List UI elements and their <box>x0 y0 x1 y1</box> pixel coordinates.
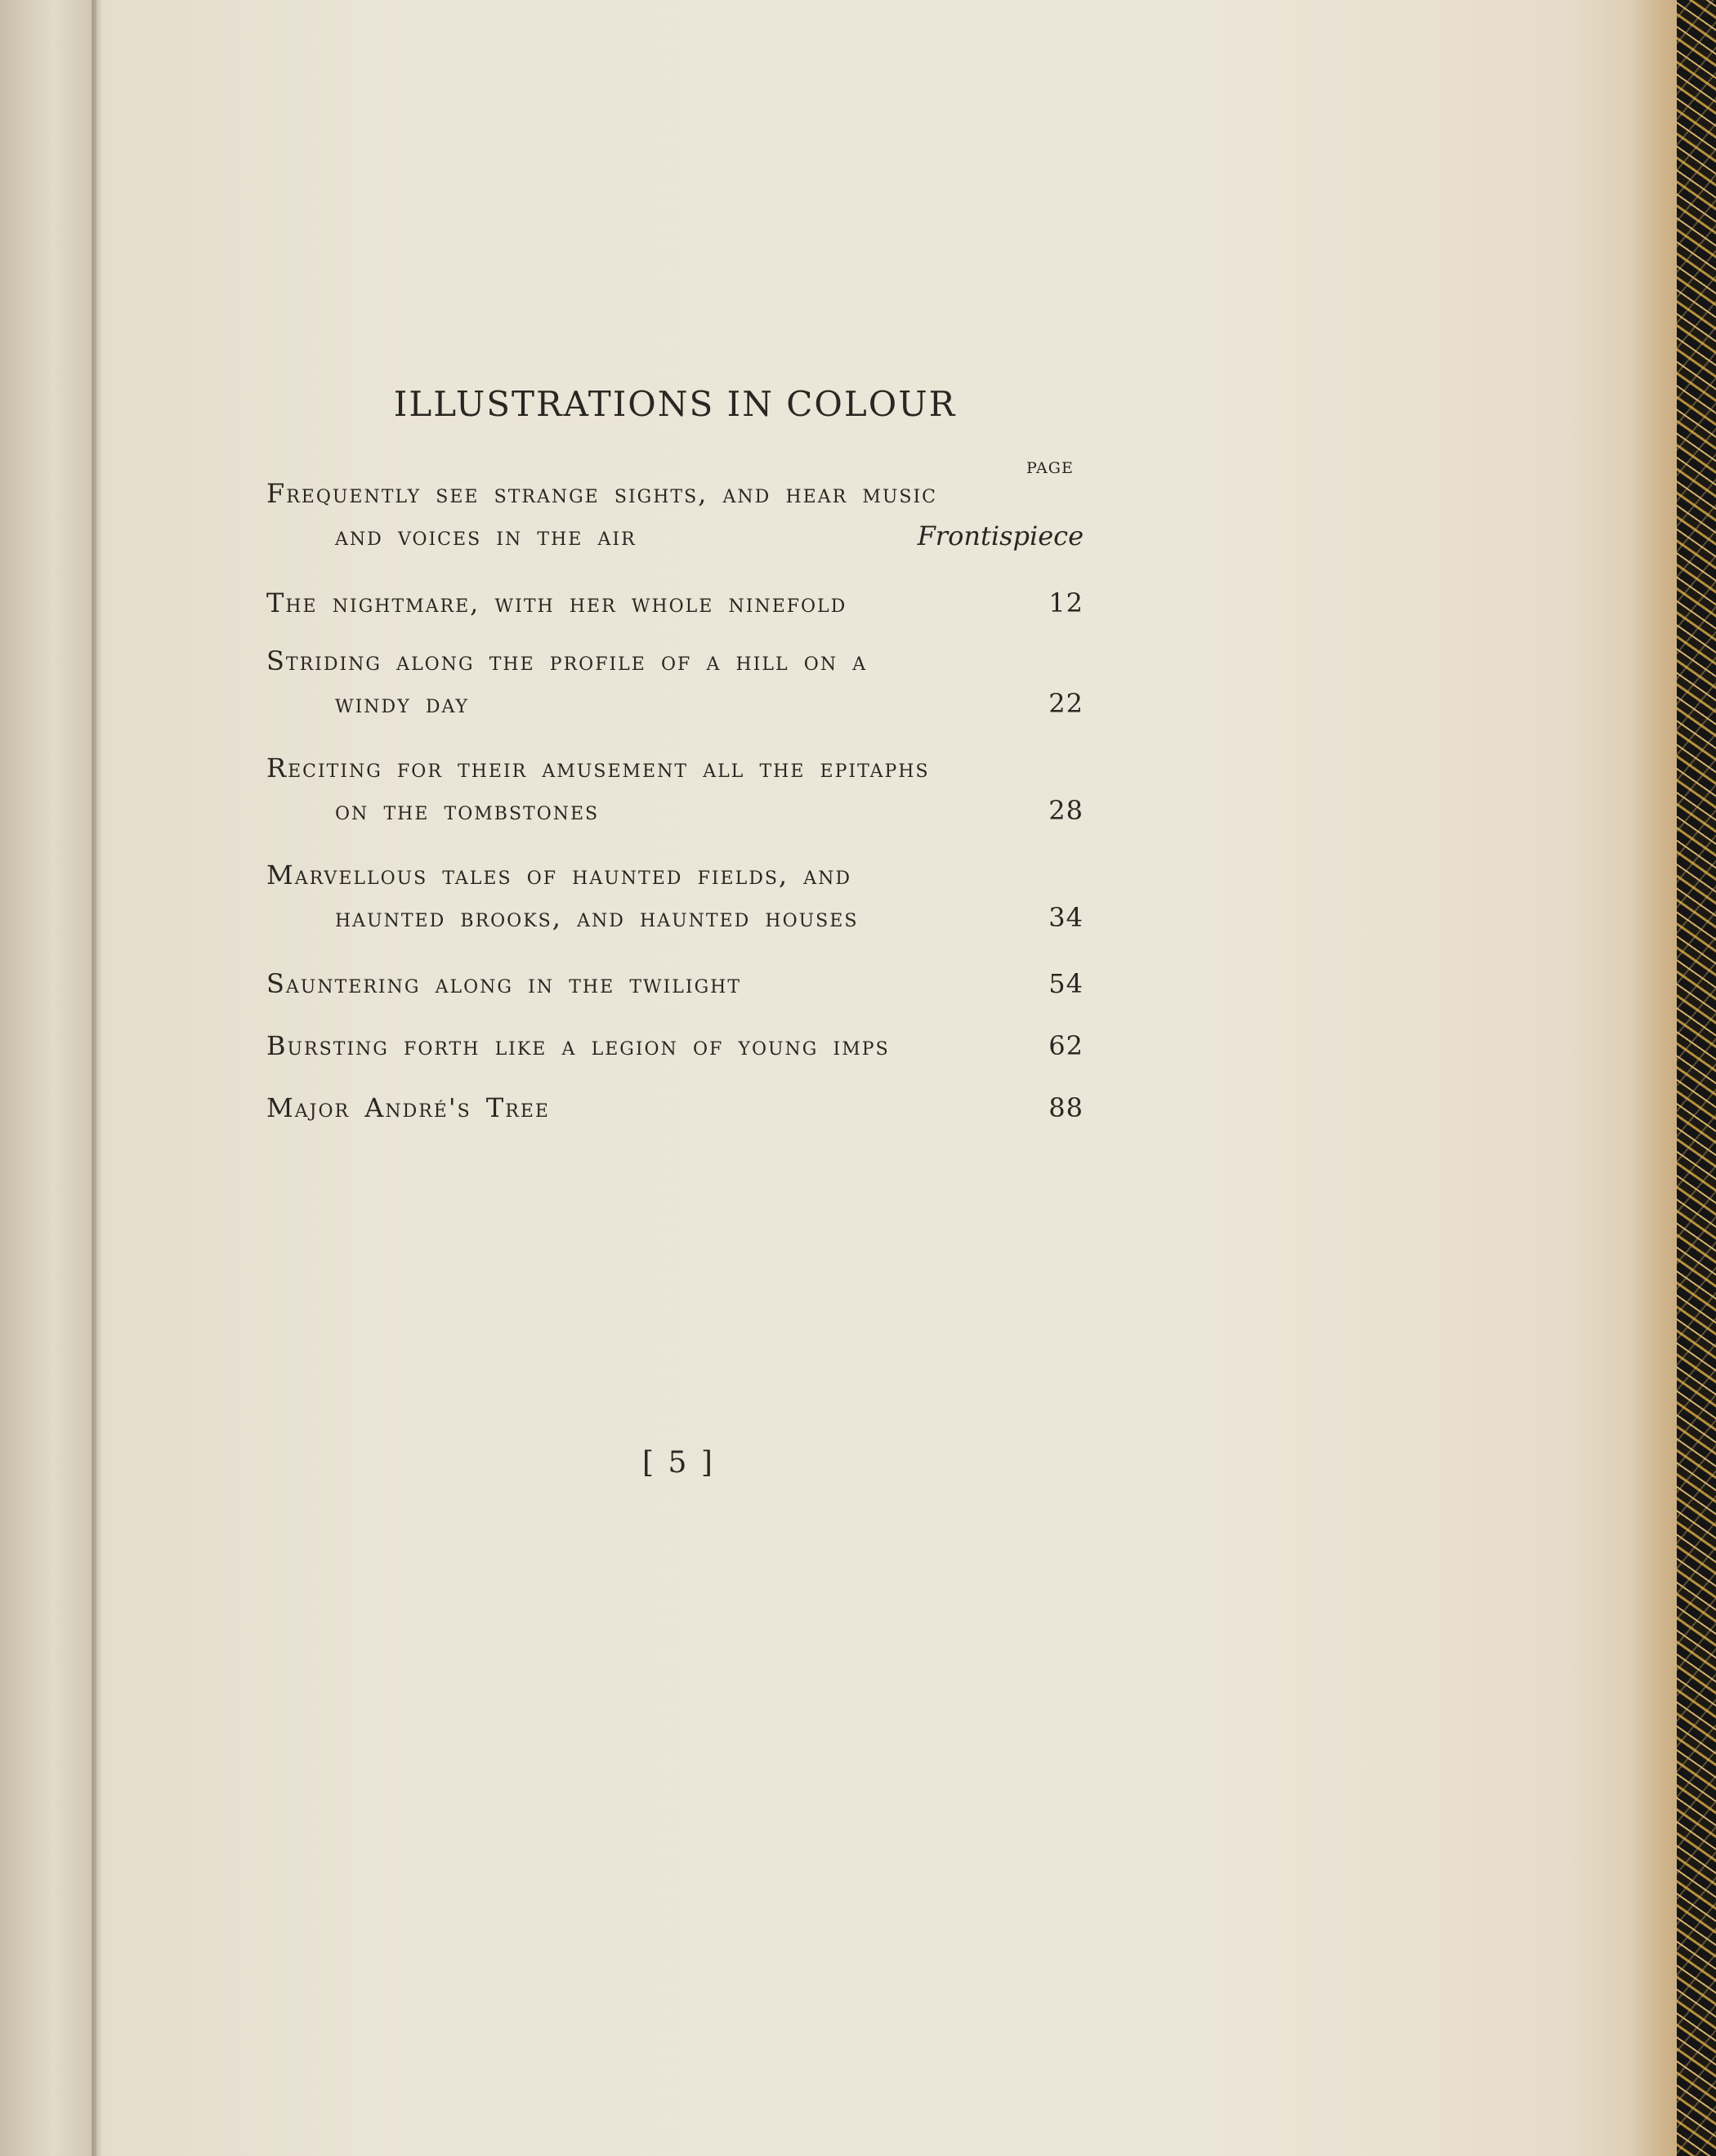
gutter-shadow <box>92 0 103 2156</box>
entry-page-number: 34 <box>1048 902 1084 933</box>
toc-entry <box>266 1024 1084 1067</box>
entry-line: Bursting forth like a legion of young imps <box>266 1030 890 1061</box>
facing-page <box>0 0 96 2156</box>
toc-entry <box>266 1087 1084 1129</box>
entry-page-number: 28 <box>1048 795 1084 826</box>
entry-line: The nightmare, with her whole ninefold <box>266 587 847 618</box>
entry-page-number: 88 <box>1048 1092 1084 1123</box>
entry-line: Sauntering along in the twilight <box>266 968 742 999</box>
entry-page-number: 12 <box>1048 587 1084 618</box>
toc-entry <box>266 962 1084 1005</box>
entry-page-number: 22 <box>1048 688 1084 719</box>
entry-line: Frequently see strange sights, and hear music <box>266 478 937 509</box>
toc-entry <box>266 747 1084 832</box>
entry-page-number: 62 <box>1048 1030 1084 1061</box>
toc-entry <box>266 582 1084 624</box>
toc-entry <box>266 854 1084 939</box>
page-edge <box>1626 0 1677 2156</box>
book-page <box>96 0 1675 2156</box>
entry-page-number: 54 <box>1048 968 1084 999</box>
entry-line: Major André's Tree <box>266 1092 550 1123</box>
entry-line: Striding along the profile of a hill on a <box>266 645 868 676</box>
page-folio: [ 5 ] <box>642 1446 715 1480</box>
page-heading: ILLUSTRATIONS IN COLOUR <box>393 384 957 424</box>
page-column-label: PAGE <box>1026 459 1074 477</box>
entry-line: Marvellous tales of haunted fields, and <box>266 859 852 891</box>
entry-line: windy day <box>335 688 470 719</box>
toc-entry <box>266 640 1084 725</box>
entry-line: on the tombstones <box>335 795 600 826</box>
toc-entry <box>266 472 1084 557</box>
entry-line: and voices in the air <box>335 520 637 551</box>
marbled-endpaper <box>1677 0 1716 2156</box>
entry-page-number: Frontispiece <box>917 520 1084 551</box>
entry-line: haunted brooks, and haunted houses <box>335 902 859 933</box>
entry-line: Reciting for their amusement all the epitaphs <box>266 752 930 783</box>
